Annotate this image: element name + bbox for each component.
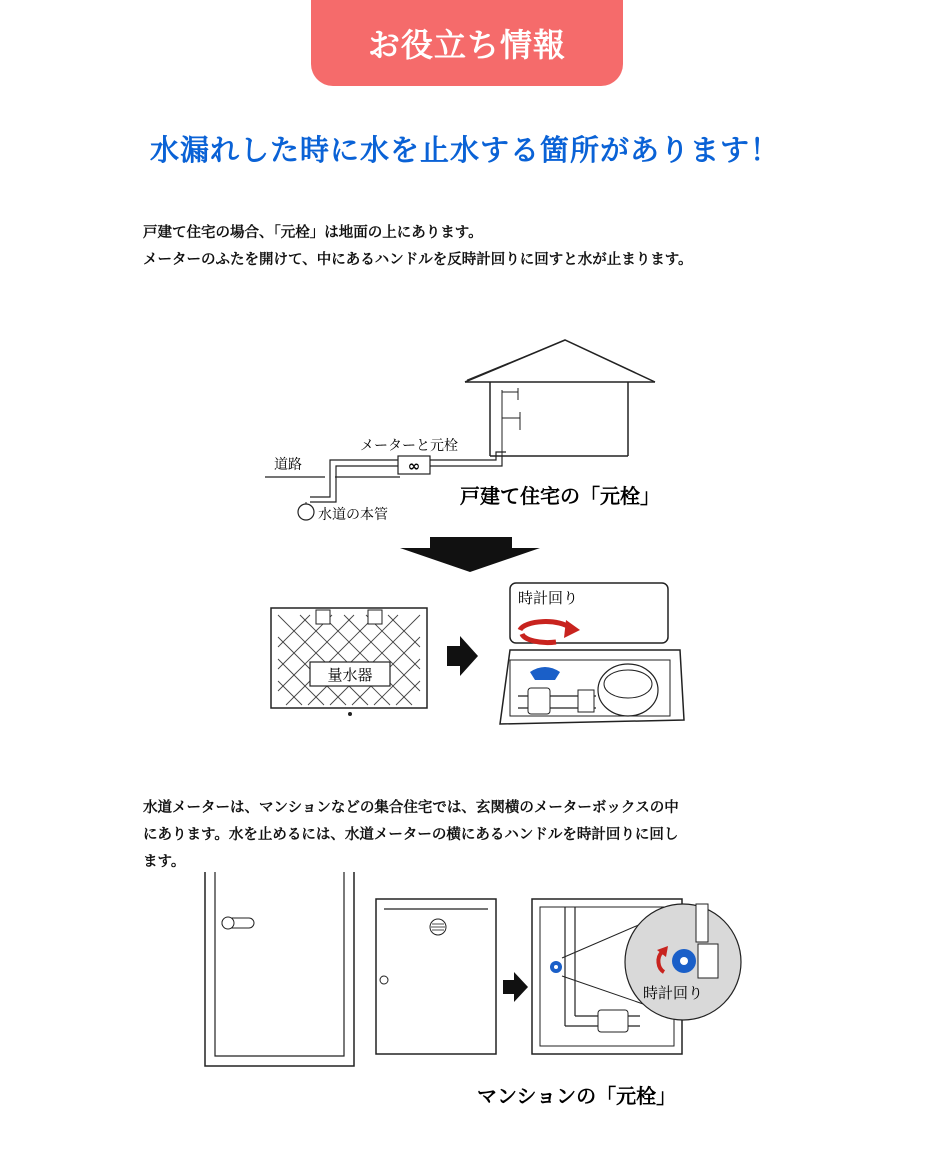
meter-symbol-text: ∞	[407, 457, 421, 475]
road-label: 道路	[274, 457, 302, 473]
meter-label: メーターと元栓	[360, 438, 458, 454]
apartment-line-1: 水道メーターは、マンションなどの集合住宅では、玄関横のメーターボックスの中	[143, 800, 679, 816]
rotation-label-2: 時計回り	[643, 984, 704, 1002]
apartment-line-2: にあります。水を止めるには、水道メーターの横にあるハンドルを時計回りに回し	[143, 827, 679, 843]
info-badge-label: お役立ち情報	[367, 26, 566, 64]
right-arrow-icon-2	[503, 972, 528, 1002]
page-headline: 水漏れした時に水を止水する箇所があります！	[149, 133, 780, 167]
main-pipe-label: 水道の本管	[318, 507, 388, 523]
meter-cabinet	[376, 899, 496, 1054]
open-meter-cabinet	[532, 899, 741, 1054]
intro-line-2: メーターのふたを開けて、中にあるハンドルを反時計回りに回すと水が止まります。	[143, 252, 693, 268]
rotation-label-1: 時計回り	[518, 589, 579, 607]
entrance-door	[205, 872, 354, 1066]
apartment-line-3: ます。	[143, 854, 186, 870]
apartment-caption: マンションの「元栓」	[477, 1084, 677, 1108]
meter-lid-label: 量水器	[327, 666, 373, 684]
intro-line-1: 戸建て住宅の場合、「元栓」は地面の上にあります。	[143, 225, 483, 241]
house-caption: 戸建て住宅の「元栓」	[460, 484, 660, 508]
